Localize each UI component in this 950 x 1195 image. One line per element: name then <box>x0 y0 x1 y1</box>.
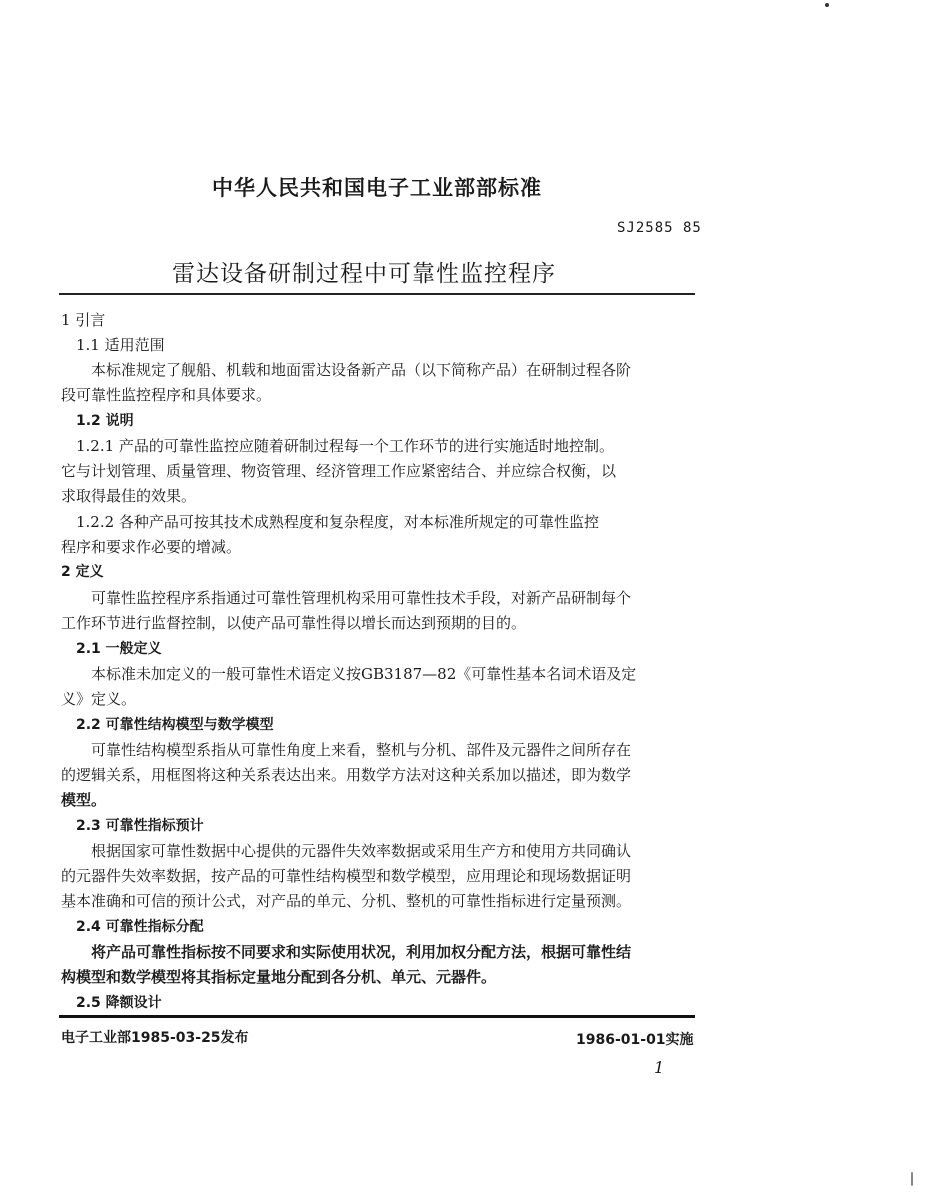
effective-date: 1986-01-01实施 <box>576 1032 694 1048</box>
paragraph-line: 1.2.1 产品的可靠性监控应随着研制过程每一个工作环节的进行实施适时地控制。 <box>76 437 614 455</box>
section-1-1-heading: 1.1 适用范围 <box>76 336 165 354</box>
paragraph-line: 的逻辑关系，用框图将这种关系表达出来。用数学方法对这种关系加以描述，即为数学 <box>61 766 632 784</box>
section-2-1-heading: 2.1 一般定义 <box>76 641 162 657</box>
paragraph-line: 基本准确和可信的预计公式，对产品的单元、分机、整机的可靠性指标进行定量预测。 <box>61 892 632 910</box>
paragraph-line: 段可靠性监控程序和具体要求。 <box>61 386 272 404</box>
issue-date: 电子工业部1985-03-25发布 <box>61 1030 249 1046</box>
paragraph-line: 可靠性结构模型系指从可靠性角度上来看，整机与分机、部件及元器件之间所存在 <box>91 741 632 759</box>
paragraph-line: 义》定义。 <box>61 690 137 708</box>
issuing-authority: 中华人民共和国电子工业部部标准 <box>212 176 542 200</box>
paragraph-line: 它与计划管理、质量管理、物资管理、经济管理工作应紧密结合、并应综合权衡，以 <box>61 462 617 480</box>
paragraph-line: 根据国家可靠性数据中心提供的元器件失效率数据或采用生产方和使用方共同确认 <box>91 842 632 860</box>
section-1-2-heading: 1.2 说明 <box>76 413 134 429</box>
scan-speck <box>911 1172 913 1186</box>
header-divider <box>59 293 695 295</box>
section-2-3-heading: 2.3 可靠性指标预计 <box>76 818 204 834</box>
paragraph-line: 求取得最佳的效果。 <box>61 487 197 505</box>
section-2-heading: 2 定义 <box>61 564 104 580</box>
scan-speck <box>825 3 829 7</box>
paragraph-line: 程序和要求作必要的增减。 <box>61 538 242 556</box>
paragraph-line: 的元器件失效率数据，按产品的可靠性结构模型和数学模型，应用理论和现场数据证明 <box>61 867 632 885</box>
paragraph-line: 构模型和数学模型将其指标定量地分配到各分机、单元、元器件。 <box>61 968 497 986</box>
section-2-4-heading: 2.4 可靠性指标分配 <box>76 919 204 935</box>
section-1-heading: 1 引言 <box>61 311 106 329</box>
paragraph-line: 工作环节进行监督控制，以使产品可靠性得以增长而达到预期的目的。 <box>61 614 527 632</box>
standard-code: SJ2585 85 <box>617 220 702 236</box>
paragraph-line: 模型。 <box>61 791 107 809</box>
paragraph-line: 本标准规定了舰船、机载和地面雷达设备新产品（以下简称产品）在研制过程各阶 <box>91 361 632 379</box>
paragraph-line: 可靠性监控程序系指通过可靠性管理机构采用可靠性技术手段，对新产品研制每个 <box>91 589 632 607</box>
page-number: 1 <box>654 1058 665 1077</box>
section-2-5-heading: 2.5 降额设计 <box>76 995 162 1011</box>
paragraph-line: 将产品可靠性指标按不同要求和实际使用状况，利用加权分配方法，根据可靠性结 <box>91 943 632 961</box>
footer-divider <box>59 1015 695 1018</box>
paragraph-line: 1.2.2 各种产品可按其技术成熟程度和复杂程度，对本标准所规定的可靠性监控 <box>76 513 599 531</box>
section-2-2-heading: 2.2 可靠性结构模型与数学模型 <box>76 717 274 733</box>
document-title: 雷达设备研制过程中可靠性监控程序 <box>172 261 556 287</box>
paragraph-line: 本标准未加定义的一般可靠性术语定义按GB3187—82《可靠性基本名词术语及定 <box>91 665 637 683</box>
